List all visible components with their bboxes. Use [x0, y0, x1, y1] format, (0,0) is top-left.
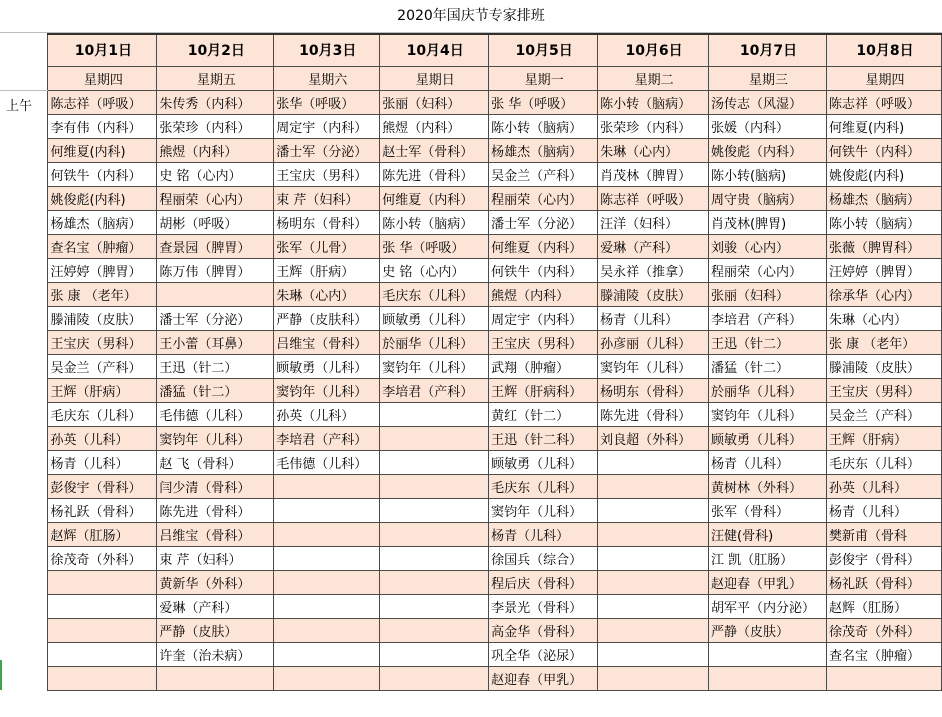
doctor-cell[interactable]: 王小蕾（耳鼻） [157, 330, 274, 354]
doctor-cell[interactable]: 李景光（骨科） [489, 594, 598, 618]
doctor-cell[interactable]: 张 康 （老年） [827, 330, 942, 354]
doctor-cell[interactable]: 吴金兰（产科） [489, 162, 598, 186]
doctor-cell[interactable]: 徐茂奇（外科） [827, 618, 942, 642]
doctor-cell[interactable]: 朱传秀（内科） [157, 90, 274, 114]
schedule-row [0, 570, 942, 594]
doctor-cell[interactable]: 顾敏勇（儿科） [709, 426, 827, 450]
doctor-cell[interactable]: 程丽荣（心内） [157, 186, 274, 210]
doctor-cell[interactable]: 汪健(骨科) [709, 522, 827, 546]
doctor-cell[interactable] [598, 570, 709, 594]
doctor-cell[interactable]: 李有伟（内科） [48, 114, 157, 138]
doctor-cell[interactable] [380, 546, 489, 570]
doctor-cell[interactable] [380, 570, 489, 594]
doctor-cell[interactable]: 何铁牛（内科） [489, 258, 598, 282]
doctor-cell[interactable]: 李培君（产科） [380, 378, 489, 402]
date-header-cell[interactable]: 10月3日 [274, 34, 380, 66]
weekday-header-cell[interactable]: 星期四 [827, 66, 942, 90]
doctor-cell[interactable]: 何维夏（内科） [380, 186, 489, 210]
doctor-cell[interactable]: 彭俊宇（骨科） [827, 546, 942, 570]
doctor-cell[interactable]: 吕维宝（骨科） [157, 522, 274, 546]
doctor-cell[interactable]: 严静（皮肤科） [274, 306, 380, 330]
doctor-cell[interactable]: 程后庆（骨科） [489, 570, 598, 594]
doctor-cell[interactable]: 孙彦丽（儿科） [598, 330, 709, 354]
doctor-cell[interactable] [380, 618, 489, 642]
schedule-row [0, 498, 942, 522]
doctor-cell[interactable] [48, 666, 157, 690]
doctor-cell[interactable] [598, 594, 709, 618]
doctor-cell[interactable]: 樊新甫（骨科 [827, 522, 942, 546]
doctor-cell[interactable] [598, 498, 709, 522]
doctor-cell[interactable]: 王辉（肝病） [274, 258, 380, 282]
schedule-row [0, 666, 942, 690]
doctor-cell[interactable]: 杨雄杰（脑病） [48, 210, 157, 234]
doctor-cell[interactable]: 杨青（儿科） [598, 306, 709, 330]
doctor-cell[interactable]: 毛庆东（儿科） [489, 474, 598, 498]
doctor-cell[interactable]: 查景园（脾胃） [157, 234, 274, 258]
doctor-cell[interactable]: 窦钧年（儿科） [709, 402, 827, 426]
schedule-row [0, 594, 942, 618]
doctor-cell[interactable]: 徐国兵（综合） [489, 546, 598, 570]
doctor-cell[interactable] [274, 666, 380, 690]
doctor-cell[interactable]: 严静（皮肤） [157, 618, 274, 642]
date-header-cell[interactable]: 10月5日 [489, 34, 598, 66]
doctor-cell[interactable] [157, 282, 274, 306]
doctor-cell[interactable] [380, 498, 489, 522]
doctor-cell[interactable]: 赵辉（肛肠） [827, 594, 942, 618]
doctor-cell[interactable]: 潘猛（针二） [157, 378, 274, 402]
schedule-row [0, 402, 942, 426]
doctor-cell[interactable]: 程丽荣（心内） [709, 258, 827, 282]
period-label: 上午 [0, 90, 48, 690]
doctor-cell[interactable]: 顾敏勇（儿科） [380, 306, 489, 330]
doctor-cell[interactable]: 张薇（脾胃科） [827, 234, 942, 258]
doctor-cell[interactable] [380, 594, 489, 618]
doctor-cell[interactable]: 毛伟德（儿科） [157, 402, 274, 426]
doctor-cell[interactable] [380, 642, 489, 666]
doctor-cell[interactable]: 赵士军（骨科） [380, 138, 489, 162]
doctor-cell[interactable]: 顾敏勇（儿科） [274, 354, 380, 378]
doctor-cell[interactable]: 熊煜（内科） [489, 282, 598, 306]
weekday-header-cell[interactable]: 星期日 [380, 66, 489, 90]
doctor-cell[interactable]: 许奎（治未病） [157, 642, 274, 666]
doctor-cell[interactable]: 爱琳（产科） [157, 594, 274, 618]
doctor-cell[interactable]: 闫少清（骨科） [157, 474, 274, 498]
doctor-cell[interactable]: 姚俊彪(内科) [827, 162, 942, 186]
doctor-cell[interactable]: 吴金兰（产科） [48, 354, 157, 378]
schedule-row [0, 282, 942, 306]
doctor-cell[interactable]: 姚俊彪(内科) [48, 186, 157, 210]
doctor-cell[interactable]: 汤传志（风湿） [709, 90, 827, 114]
row-selection-marker [0, 660, 2, 690]
doctor-cell[interactable]: 杨明东（骨科） [598, 378, 709, 402]
doctor-cell[interactable] [598, 618, 709, 642]
doctor-cell[interactable]: 潘士军（分泌） [489, 210, 598, 234]
doctor-cell[interactable]: 查名宝（肿瘤） [48, 234, 157, 258]
doctor-cell[interactable]: 陈小转（脑病） [489, 114, 598, 138]
doctor-cell[interactable]: 王辉（肝病） [48, 378, 157, 402]
doctor-cell[interactable] [380, 666, 489, 690]
doctor-cell[interactable]: 胡彬（呼吸） [157, 210, 274, 234]
doctor-cell[interactable]: 姚俊彪（内科） [709, 138, 827, 162]
schedule-row [0, 162, 942, 186]
doctor-cell[interactable]: 王迅（针二科） [489, 426, 598, 450]
doctor-cell[interactable]: 刘良超（外科） [598, 426, 709, 450]
weekday-header-cell[interactable]: 星期二 [598, 66, 709, 90]
doctor-cell[interactable]: 潘士军（分泌） [157, 306, 274, 330]
doctor-cell[interactable]: 徐承华（心内） [827, 282, 942, 306]
date-header-row [0, 34, 942, 66]
doctor-cell[interactable]: 黄新华（外科） [157, 570, 274, 594]
doctor-cell[interactable]: 严静（皮肤） [709, 618, 827, 642]
doctor-cell[interactable]: 武翔（肿瘤） [489, 354, 598, 378]
schedule-row [0, 138, 942, 162]
doctor-cell[interactable] [380, 522, 489, 546]
doctor-cell[interactable]: 张丽（妇科） [709, 282, 827, 306]
doctor-cell[interactable]: 吕维宝（骨科） [274, 330, 380, 354]
doctor-cell[interactable]: 张媛（内科） [709, 114, 827, 138]
doctor-cell[interactable]: 张荣珍（内科） [157, 114, 274, 138]
doctor-cell[interactable]: 张华（呼吸） [274, 90, 380, 114]
doctor-cell[interactable] [274, 522, 380, 546]
doctor-cell[interactable]: 孙英（儿科） [48, 426, 157, 450]
weekday-header-cell[interactable]: 星期五 [157, 66, 274, 90]
doctor-cell[interactable] [48, 618, 157, 642]
schedule-row [0, 186, 942, 210]
doctor-cell[interactable]: 朱琳（心内） [827, 306, 942, 330]
doctor-cell[interactable] [274, 594, 380, 618]
doctor-cell[interactable]: 高金华（骨科） [489, 618, 598, 642]
doctor-cell[interactable]: 毛庆东（儿科） [48, 402, 157, 426]
doctor-cell[interactable]: 吴金兰（产科） [827, 402, 942, 426]
corner-cell [0, 34, 48, 90]
doctor-cell[interactable]: 窦钧年（儿科） [274, 378, 380, 402]
doctor-cell[interactable]: 杨明东（骨科） [274, 210, 380, 234]
doctor-cell[interactable]: 陈先进（骨科） [157, 498, 274, 522]
doctor-cell[interactable]: 窦钧年（儿科） [380, 354, 489, 378]
doctor-cell[interactable]: 吴永祥（推拿） [598, 258, 709, 282]
schedule-row [0, 450, 942, 474]
doctor-cell[interactable]: 王辉（肝病科） [489, 378, 598, 402]
doctor-cell[interactable]: 毛庆东（儿科） [380, 282, 489, 306]
doctor-cell[interactable]: 束 芹（妇科） [274, 186, 380, 210]
doctor-cell[interactable] [380, 450, 489, 474]
doctor-cell[interactable]: 张荣珍（内科） [598, 114, 709, 138]
doctor-cell[interactable]: 杨雄杰（脑病） [489, 138, 598, 162]
doctor-cell[interactable]: 赵辉（肛肠） [48, 522, 157, 546]
doctor-cell[interactable]: 陈先进（骨科） [380, 162, 489, 186]
doctor-cell[interactable]: 王宝庆（男科） [489, 330, 598, 354]
doctor-cell[interactable]: 王迅（针二） [157, 354, 274, 378]
doctor-cell[interactable] [598, 642, 709, 666]
doctor-cell[interactable]: 杨青（儿科） [48, 450, 157, 474]
schedule-row [0, 426, 942, 450]
doctor-cell[interactable]: 杨青（儿科） [827, 498, 942, 522]
doctor-cell[interactable] [274, 570, 380, 594]
doctor-cell[interactable]: 朱琳（心内） [598, 138, 709, 162]
doctor-cell[interactable] [827, 666, 942, 690]
doctor-cell[interactable]: 杨礼跃（骨科） [827, 570, 942, 594]
date-header-cell[interactable]: 10月6日 [598, 34, 709, 66]
doctor-cell[interactable]: 滕浦陵（皮肤） [827, 354, 942, 378]
doctor-cell[interactable]: 黄红（针二） [489, 402, 598, 426]
date-header-cell[interactable]: 10月2日 [157, 34, 274, 66]
date-header-cell[interactable]: 10月1日 [48, 34, 157, 66]
doctor-cell[interactable]: 王迅（针二） [709, 330, 827, 354]
doctor-cell[interactable]: 周守贵（脑病） [709, 186, 827, 210]
doctor-cell[interactable]: 孙英（儿科） [274, 402, 380, 426]
doctor-cell[interactable]: 爱琳（产科） [598, 234, 709, 258]
schedule-row [0, 546, 942, 570]
doctor-cell[interactable]: 陈先进（骨科） [598, 402, 709, 426]
doctor-cell[interactable]: 汪婷婷（脾胃） [827, 258, 942, 282]
doctor-cell[interactable] [598, 450, 709, 474]
doctor-cell[interactable] [48, 642, 157, 666]
doctor-cell[interactable]: 窦钧年（儿科） [489, 498, 598, 522]
doctor-cell[interactable]: 杨雄杰（脑病） [827, 186, 942, 210]
doctor-cell[interactable]: 何维夏（内科） [489, 234, 598, 258]
schedule-row [0, 234, 942, 258]
schedule-row [0, 306, 942, 330]
doctor-cell[interactable]: 杨青（儿科） [709, 450, 827, 474]
doctor-cell[interactable]: 杨青（儿科） [489, 522, 598, 546]
doctor-cell[interactable]: 何维夏(内科) [48, 138, 157, 162]
doctor-cell[interactable]: 张丽（妇科） [380, 90, 489, 114]
doctor-cell[interactable] [380, 402, 489, 426]
doctor-cell[interactable]: 於丽华（儿科） [709, 378, 827, 402]
schedule-row [0, 90, 942, 114]
weekday-header-cell[interactable]: 星期一 [489, 66, 598, 90]
doctor-cell[interactable] [274, 642, 380, 666]
doctor-cell[interactable] [274, 546, 380, 570]
doctor-cell[interactable]: 徐茂奇（外科） [48, 546, 157, 570]
weekday-header-row [0, 66, 942, 90]
doctor-cell[interactable]: 朱琳（心内） [274, 282, 380, 306]
doctor-cell[interactable]: 熊煜（内科） [157, 138, 274, 162]
doctor-cell[interactable]: 陈小转（脑病） [380, 210, 489, 234]
doctor-cell[interactable] [709, 666, 827, 690]
doctor-cell[interactable] [274, 474, 380, 498]
doctor-cell[interactable]: 窦钧年（儿科） [157, 426, 274, 450]
doctor-cell[interactable]: 胡军平（内分泌） [709, 594, 827, 618]
doctor-cell[interactable]: 杨礼跃（骨科） [48, 498, 157, 522]
doctor-cell[interactable]: 陈万伟（脾胃） [157, 258, 274, 282]
doctor-cell[interactable] [380, 426, 489, 450]
doctor-cell[interactable]: 程丽荣（心内） [489, 186, 598, 210]
schedule-row [0, 114, 942, 138]
doctor-cell[interactable]: 赵 飞（骨科） [157, 450, 274, 474]
doctor-cell[interactable]: 肖茂林(脾胃) [709, 210, 827, 234]
doctor-cell[interactable]: 潘猛（针二） [709, 354, 827, 378]
doctor-cell[interactable]: 彭俊宇（骨科） [48, 474, 157, 498]
doctor-cell[interactable]: 毛伟德（儿科） [274, 450, 380, 474]
doctor-cell[interactable]: 陈志祥（呼吸） [598, 186, 709, 210]
schedule-table [0, 33, 942, 691]
doctor-cell[interactable]: 李培君（产科） [709, 306, 827, 330]
doctor-cell[interactable]: 窦钧年（儿科） [598, 354, 709, 378]
doctor-cell[interactable]: 束 芹（妇科） [157, 546, 274, 570]
schedule-row [0, 330, 942, 354]
doctor-cell[interactable]: 赵迎春（甲乳） [709, 570, 827, 594]
date-header-cell[interactable]: 10月4日 [380, 34, 489, 66]
doctor-cell[interactable]: 汪洋（妇科） [598, 210, 709, 234]
doctor-cell[interactable]: 於丽华（儿科） [380, 330, 489, 354]
schedule-row [0, 522, 942, 546]
doctor-cell[interactable]: 赵迎春（甲乳） [489, 666, 598, 690]
doctor-cell[interactable]: 张 华（呼吸） [380, 234, 489, 258]
doctor-cell[interactable]: 巩全华（泌尿） [489, 642, 598, 666]
date-header-cell[interactable]: 10月7日 [709, 34, 827, 66]
doctor-cell[interactable]: 熊煜（内科） [380, 114, 489, 138]
doctor-cell[interactable]: 陈志祥（呼吸） [48, 90, 157, 114]
doctor-cell[interactable]: 毛庆东（儿科） [827, 450, 942, 474]
doctor-cell[interactable]: 汪婷婷（脾胃） [48, 258, 157, 282]
schedule-row [0, 258, 942, 282]
schedule-row [0, 210, 942, 234]
doctor-cell[interactable]: 周定宇（内科） [274, 114, 380, 138]
doctor-cell[interactable]: 陈小转（脑病） [598, 90, 709, 114]
doctor-cell[interactable]: 张军（儿骨） [274, 234, 380, 258]
doctor-cell[interactable]: 江 凯（肛肠） [709, 546, 827, 570]
schedule-row [0, 474, 942, 498]
doctor-cell[interactable]: 周定宇（内科） [489, 306, 598, 330]
doctor-cell[interactable]: 查名宝（肿瘤） [827, 642, 942, 666]
doctor-cell[interactable]: 张军（骨科） [709, 498, 827, 522]
doctor-cell[interactable]: 李培君（产科） [274, 426, 380, 450]
doctor-cell[interactable]: 陈小转（脑病） [827, 210, 942, 234]
doctor-cell[interactable]: 史 铭（心内） [380, 258, 489, 282]
schedule-row [0, 378, 942, 402]
doctor-cell[interactable] [598, 546, 709, 570]
schedule-row [0, 642, 942, 666]
doctor-cell[interactable]: 史 铭（心内） [157, 162, 274, 186]
doctor-cell[interactable]: 滕浦陵（皮肤） [48, 306, 157, 330]
doctor-cell[interactable]: 何铁牛（内科） [48, 162, 157, 186]
doctor-cell[interactable]: 陈志祥（呼吸） [827, 90, 942, 114]
doctor-cell[interactable]: 何铁牛（内科） [827, 138, 942, 162]
doctor-cell[interactable] [598, 522, 709, 546]
doctor-cell[interactable] [598, 474, 709, 498]
doctor-cell[interactable]: 潘士军（分泌） [274, 138, 380, 162]
doctor-cell[interactable]: 张 康 （老年） [48, 282, 157, 306]
weekday-header-cell[interactable]: 星期六 [274, 66, 380, 90]
schedule-row [0, 618, 942, 642]
date-header-cell[interactable]: 10月8日 [827, 34, 942, 66]
doctor-cell[interactable]: 王宝庆（男科） [827, 378, 942, 402]
doctor-cell[interactable]: 顾敏勇（儿科） [489, 450, 598, 474]
doctor-cell[interactable]: 肖茂林（脾胃） [598, 162, 709, 186]
doctor-cell[interactable] [274, 498, 380, 522]
sheet-title: 2020年国庆节专家排班 [0, 0, 942, 33]
weekday-header-cell[interactable]: 星期三 [709, 66, 827, 90]
doctor-cell[interactable]: 何维夏(内科) [827, 114, 942, 138]
doctor-cell[interactable] [709, 642, 827, 666]
doctor-cell[interactable]: 陈小转(脑病) [709, 162, 827, 186]
doctor-cell[interactable]: 张 华（呼吸） [489, 90, 598, 114]
doctor-cell[interactable]: 刘骏（心内） [709, 234, 827, 258]
weekday-header-cell[interactable]: 星期四 [48, 66, 157, 90]
doctor-cell[interactable] [274, 618, 380, 642]
doctor-cell[interactable]: 孙英（儿科） [827, 474, 942, 498]
doctor-cell[interactable]: 王宝庆（男科） [274, 162, 380, 186]
doctor-cell[interactable] [48, 570, 157, 594]
doctor-cell[interactable]: 王辉（肝病） [827, 426, 942, 450]
doctor-cell[interactable]: 王宝庆（男科） [48, 330, 157, 354]
doctor-cell[interactable]: 黄树林（外科） [709, 474, 827, 498]
doctor-cell[interactable]: 滕浦陵（皮肤） [598, 282, 709, 306]
doctor-cell[interactable] [380, 474, 489, 498]
schedule-row [0, 354, 942, 378]
doctor-cell[interactable] [157, 666, 274, 690]
doctor-cell[interactable] [48, 594, 157, 618]
doctor-cell[interactable] [598, 666, 709, 690]
